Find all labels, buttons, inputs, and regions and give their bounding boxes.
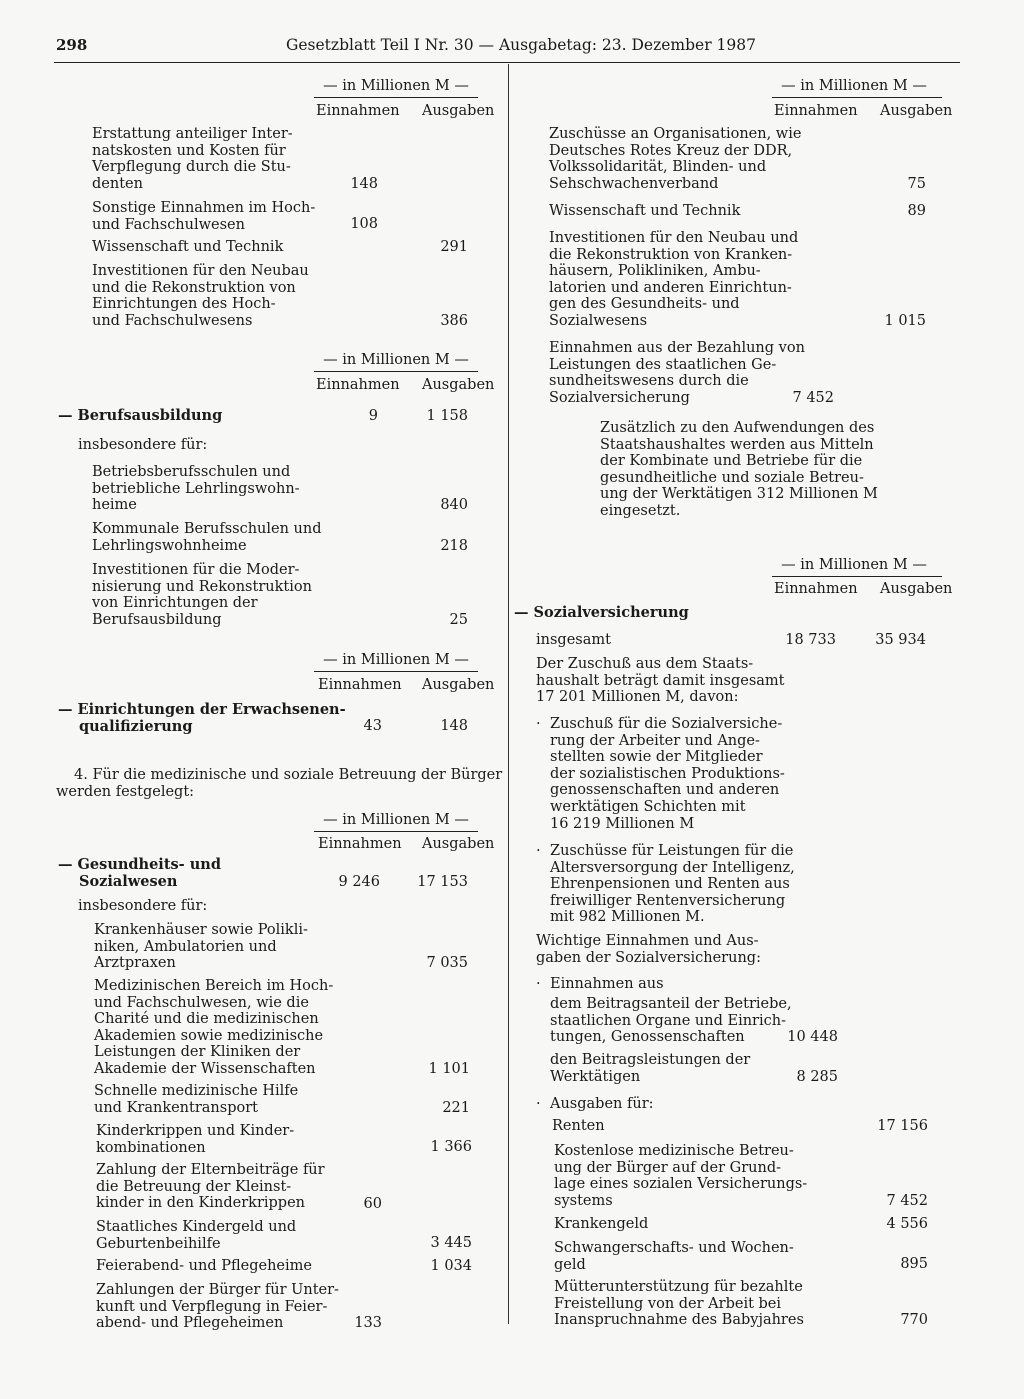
unit-label: — in Millionen M — [323,652,469,668]
income-value: 9 246 [338,874,380,890]
unit-label: — in Millionen M — [323,78,469,94]
subheading: Einnahmen aus [550,976,664,992]
row-label: Krankenhäuser sowie Polikli- niken, Ambulatorien und Arztpraxen [94,922,308,972]
income-value: 7 452 [792,390,834,406]
header-underline [772,97,942,98]
row-label: Erstattung anteiliger Inter- natskosten und Kosten für Verpflegung durch die Stu- denten [92,126,293,192]
header-underline [314,831,478,832]
bullet-marker: · [536,716,541,732]
bullet-item: Zuschuß für die Sozialversiche- rung der Arbeiter und Ange- stellten sowie der Mitglieder der sozialistischen Produktions- genossenschaften und anderen werktätigen Schichten mit 16 219 Millionen M [550,716,785,832]
col-expense: Ausgaben [422,677,495,693]
note-text: Zusätzlich zu den Aufwendungen des Staatshaushaltes werden aus Mitteln der Kombinate und Betriebe für die gesundheitliche und soziale Betreu- ung der Werktätigen 312 Millionen M eingesetzt. [600,420,878,519]
row-label: Betriebsberufsschulen und betriebliche Lehrlingswohn- heime [92,464,300,514]
expense-value: 17 156 [877,1118,928,1134]
income-value: 8 285 [796,1069,838,1085]
row-label: Zuschüsse an Organisationen, wie Deutsches Rotes Kreuz der DDR, Volkssolidarität, Blinden- und Sehschwachenverband [549,126,802,192]
paragraph: Wichtige Einnahmen und Aus- gaben der Sozialversicherung: [536,933,761,966]
unit-label: — in Millionen M — [323,352,469,368]
income-value: 60 [363,1196,382,1212]
intro-text: insbesondere für: [78,437,208,453]
section-heading: — Gesundheits- und Sozialwesen [58,856,221,890]
row-label: Krankengeld [554,1216,649,1232]
col-income: Einnahmen [318,677,402,693]
section-heading: — Sozialversicherung [514,604,689,621]
expense-value: 1 015 [884,313,926,329]
col-income: Einnahmen [774,103,858,119]
row-label: Wissenschaft und Technik [92,239,284,255]
row-label: Sonstige Einnahmen im Hoch- und Fachschulwesen [92,200,316,233]
col-expense: Ausgaben [422,103,495,119]
expense-value: 89 [907,203,926,219]
col-income: Einnahmen [316,377,400,393]
intro-text: insbesondere für: [78,898,208,914]
expense-value: 7 035 [426,955,468,971]
header-underline [314,97,478,98]
header-underline [314,371,478,372]
expense-value: 291 [440,239,468,255]
row-label: Medizinischen Bereich im Hoch- und Fachschulwesen, wie die Charité und die medizinischen Akademien sowie medizinische Leistungen der Kliniken der Akademie der Wissenschaften [94,978,334,1077]
row-label: Mütterunterstützung für bezahlte Freistellung von der Arbeit bei Inanspruchnahme des Babyjahres [554,1279,804,1329]
row-label: Kommunale Berufsschulen und Lehrlingswohnheime [92,521,322,554]
page-header [56,36,956,58]
col-expense: Ausgaben [422,377,495,393]
page-title: Gesetzblatt Teil I Nr. 30 — Ausgabetag: 23. Dezember 1987 [286,36,757,54]
col-income: Einnahmen [316,103,400,119]
row-label: Feierabend- und Pflegeheime [96,1258,312,1274]
expense-value: 221 [442,1100,470,1116]
header-rule [54,62,960,63]
income-value: 108 [350,216,378,232]
row-label: Kostenlose medizinische Betreu- ung der Bürger auf der Grund- lage eines sozialen Versicherungs- systems [554,1143,808,1209]
column-divider [508,64,509,1324]
expense-value: 35 934 [875,632,926,648]
row-label: Investitionen für den Neubau und die Rekonstruktion von Kranken- häusern, Polikliniken, Ambu- latorien und anderen Einrichtun- gen des Gesundheits- und Sozialwesens [549,230,799,329]
col-expense: Ausgaben [422,836,495,852]
income-value: 18 733 [785,632,836,648]
expense-value: 840 [440,497,468,513]
expense-value: 218 [440,538,468,554]
unit-label: — in Millionen M — [781,78,927,94]
row-label: den Beitragsleistungen der Werktätigen [550,1052,751,1085]
row-label: Zahlungen der Bürger für Unter- kunft und Verpflegung in Feier- abend- und Pflegeheimen [96,1282,339,1332]
col-expense: Ausgaben [880,103,953,119]
row-label: insgesamt [536,632,611,648]
bullet-item: Zuschüsse für Leistungen für die Altersversorgung der Intelligenz, Ehrenpensionen und Renten aus freiwilliger Rentenversicherung mit 982 Millionen M. [550,843,795,926]
unit-label: — in Millionen M — [323,812,469,828]
section-heading: — Berufsausbildung [58,407,223,424]
expense-value: 17 153 [417,874,468,890]
row-label: Staatliches Kindergeld und Geburtenbeihilfe [96,1219,297,1252]
expense-value: 25 [449,612,468,628]
expense-value: 7 452 [886,1193,928,1209]
row-label: Schwangerschafts- und Wochen- geld [554,1240,794,1273]
section-heading: — Einrichtungen der Erwachsenen- qualifizierung [58,701,346,735]
row-label: Renten [552,1118,605,1134]
expense-value: 3 445 [430,1235,472,1251]
expense-value: 895 [900,1256,928,1272]
subheading: Ausgaben für: [550,1096,654,1112]
row-label: Investitionen für die Moder- nisierung und Rekonstruktion von Einrichtungen der Berufsausbildung [92,562,312,628]
col-expense: Ausgaben [880,581,953,597]
header-underline [772,576,942,577]
bullet-marker: · [536,843,541,859]
income-value: 43 [363,718,382,734]
paragraph: Der Zuschuß aus dem Staats- haushalt beträgt damit insgesamt 17 201 Millionen M, davon: [536,656,785,706]
row-label: Zahlung der Elternbeiträge für die Betreuung der Kleinst- kinder in den Kinderkrippen [96,1162,325,1212]
expense-value: 1 034 [430,1258,472,1274]
income-value: 148 [350,176,378,192]
expense-value: 1 366 [430,1139,472,1155]
expense-value: 148 [440,718,468,734]
row-label: Investitionen für den Neubau und die Rekonstruktion von Einrichtungen des Hoch- und Fachschulwesens [92,263,309,329]
bullet-marker: · [536,1096,541,1112]
income-value: 10 448 [787,1029,838,1045]
expense-value: 4 556 [886,1216,928,1232]
col-income: Einnahmen [774,581,858,597]
income-value: 133 [354,1315,382,1331]
row-label: Kinderkrippen und Kinder- kombinationen [96,1123,295,1156]
income-value: 9 [368,408,378,424]
row-label: Wissenschaft und Technik [549,203,741,219]
paragraph: 4. Für die medizinische und soziale Betreuung der Bürger werden festgelegt: [56,767,503,800]
bullet-marker: · [536,976,541,992]
col-income: Einnahmen [318,836,402,852]
expense-value: 770 [900,1312,928,1328]
page-number: 298 [56,36,88,54]
row-label: dem Beitragsanteil der Betriebe, staatlichen Organe und Einrich- tungen, Genossenschaften [550,996,792,1046]
expense-value: 386 [440,313,468,329]
unit-label: — in Millionen M — [781,557,927,573]
expense-value: 75 [907,176,926,192]
header-underline [314,671,478,672]
expense-value: 1 158 [426,408,468,424]
row-label: Einnahmen aus der Bezahlung von Leistungen des staatlichen Ge- sundheitswesens durch die Sozialversicherung [549,340,805,406]
row-label: Schnelle medizinische Hilfe und Krankentransport [94,1083,299,1116]
expense-value: 1 101 [428,1061,470,1077]
